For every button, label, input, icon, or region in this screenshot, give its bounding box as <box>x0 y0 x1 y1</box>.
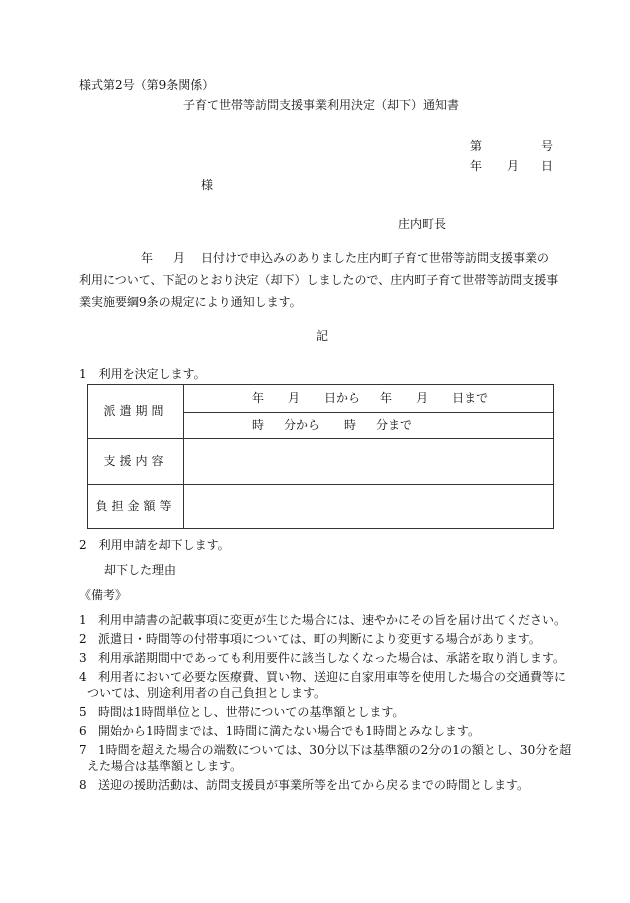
remark-item <box>79 704 574 720</box>
remark-number: 6 <box>79 724 87 738</box>
remark-item <box>79 631 574 647</box>
dispatch-year-1: 年 <box>252 390 265 405</box>
remark-text: 1時間を超えた場合の端数については、30分以下は基準額の2分の1の額とし、30分を超 <box>98 743 572 757</box>
remark-number: 1 <box>79 613 87 627</box>
item-2-text: 利用申請を却下します。 <box>98 538 230 552</box>
body-line1-rest: 日付けで申込みのありました庄内町子育て世帯等訪問支援事業の <box>201 251 550 265</box>
remark-number: 2 <box>79 632 87 646</box>
support-content-cell <box>184 439 554 485</box>
item-1-number: 1 <box>79 367 87 381</box>
decision-table <box>87 384 554 529</box>
remark-text: 派遣日・時間等の付帯事項については、町の判断により変更する場合があります。 <box>98 632 541 646</box>
remark-text: ついては、別途利用者の自己負担とします。 <box>87 686 327 700</box>
remark-number: 5 <box>79 705 87 719</box>
remarks-list <box>79 612 574 796</box>
burden-amount-cell <box>184 485 554 529</box>
remarks-header: 《備考》 <box>79 588 128 602</box>
dispatch-month-1: 月 <box>288 390 301 405</box>
remark-item <box>79 669 574 701</box>
remark-text: 時間は1時間単位とし、世帯についての基準額とします。 <box>98 705 405 719</box>
date-month: 月 <box>507 159 520 173</box>
item-2 <box>79 539 230 553</box>
remark-number: 4 <box>79 670 87 684</box>
remark-item <box>79 777 574 793</box>
remark-text: 利用承諾期間中であっても利用要件に該当しなくなった場合は、承諾を取り消します。 <box>98 651 565 665</box>
date-day: 日 <box>541 159 554 173</box>
addressee-suffix: 様 <box>201 178 214 192</box>
dispatch-times-cell <box>184 413 554 439</box>
issuer: 庄内町長 <box>398 217 447 231</box>
remark-text: 送迎の援助活動は、訪問支援員が事業所等を出てから戻るまでの時間とします。 <box>98 778 530 792</box>
ki-heading: 記 <box>316 329 329 343</box>
body-date-month: 月 <box>173 251 186 265</box>
dispatch-month-2: 月 <box>416 390 429 405</box>
doc-number-suffix: 号 <box>541 139 554 153</box>
remark-item <box>79 612 574 628</box>
remark-number: 3 <box>79 651 87 665</box>
remark-item <box>79 742 574 774</box>
remark-text: えた場合は基準額とします。 <box>87 759 243 773</box>
dispatch-year-2: 年 <box>380 390 393 405</box>
remark-item <box>79 723 574 739</box>
rejection-reason-label: 却下した理由 <box>104 563 177 577</box>
form-number: 様式第2号（第9条関係） <box>79 78 215 92</box>
support-content-label: 支援内容 <box>88 439 184 485</box>
dispatch-hour-2: 時 <box>344 417 357 432</box>
body-date-year: 年 <box>141 251 154 265</box>
dispatch-minute-to: 分まで <box>376 417 413 432</box>
body-line-1 <box>79 247 569 269</box>
document-title: 子育て世帯等訪問支援事業利用決定（却下）通知書 <box>183 98 460 112</box>
item-2-number: 2 <box>79 538 87 552</box>
dispatch-minute-from: 分から <box>284 417 321 432</box>
dispatch-hour-1: 時 <box>252 417 265 432</box>
body-line-3: 業実施要綱9条の規定により通知します。 <box>79 295 302 309</box>
remark-text: 利用申請書の記載事項に変更が生じた場合には、速やかにその旨を届け出てください。 <box>98 613 567 627</box>
doc-number-prefix: 第 <box>470 139 483 153</box>
date-year: 年 <box>470 159 483 173</box>
dispatch-day-from: 日から <box>324 390 361 405</box>
remark-text: 利用者において必要な医療費、買い物、送迎に自家用車等を使用した場合の交通費等に <box>98 670 567 684</box>
remark-number: 8 <box>79 778 87 792</box>
remark-item <box>79 650 574 666</box>
dispatch-day-to: 日まで <box>452 390 489 405</box>
body-paragraph <box>79 247 569 313</box>
burden-amount-label: 負担金額等 <box>88 485 184 529</box>
dispatch-dates-cell <box>184 385 554 413</box>
dispatch-period-label: 派遣期間 <box>88 385 184 439</box>
remark-number: 7 <box>79 743 87 757</box>
item-1-text: 利用を決定します。 <box>98 367 206 381</box>
remark-text: 開始から1時間までは、1時間に満たない場合でも1時間とみなします。 <box>98 724 480 738</box>
body-line-2: 利用について、下記のとおり決定（却下）しましたので、庄内町子育て世帯等訪問支援事 <box>79 273 559 287</box>
item-1 <box>79 368 206 382</box>
